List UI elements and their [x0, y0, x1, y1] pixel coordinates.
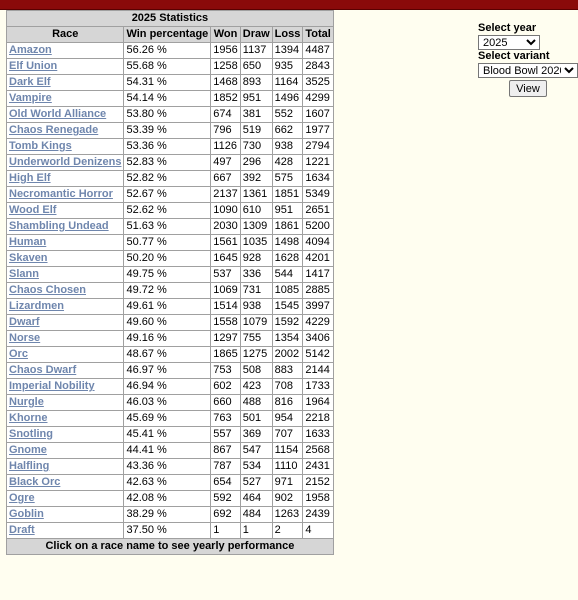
draw-cell: 464	[240, 491, 272, 507]
table-footer-hint: Click on a race name to see yearly performance	[7, 539, 334, 555]
won-cell: 1297	[211, 331, 240, 347]
draw-cell: 610	[240, 203, 272, 219]
total-cell: 2885	[303, 283, 333, 299]
total-cell: 4	[303, 523, 333, 539]
win-percentage-cell: 52.83 %	[124, 155, 211, 171]
won-cell: 592	[211, 491, 240, 507]
draw-cell: 296	[240, 155, 272, 171]
loss-cell: 428	[272, 155, 303, 171]
table-row	[7, 411, 334, 427]
race-cell	[7, 363, 124, 379]
race-link[interactable]: Chaos Dwarf	[9, 364, 77, 376]
table-row	[7, 443, 334, 459]
win-percentage-cell: 53.39 %	[124, 123, 211, 139]
won-cell: 654	[211, 475, 240, 491]
table-row	[7, 59, 334, 75]
won-cell: 1	[211, 523, 240, 539]
loss-cell: 1263	[272, 507, 303, 523]
total-cell: 1977	[303, 123, 333, 139]
filter-controls	[478, 22, 578, 97]
draw-cell: 534	[240, 459, 272, 475]
total-cell: 2794	[303, 139, 333, 155]
race-link[interactable]: Slann	[9, 268, 39, 280]
draw-cell: 893	[240, 75, 272, 91]
win-percentage-cell: 52.67 %	[124, 187, 211, 203]
table-row	[7, 459, 334, 475]
race-link[interactable]: Underworld Denizens	[9, 156, 122, 168]
race-link[interactable]: Khorne	[9, 412, 48, 424]
loss-cell: 1861	[272, 219, 303, 235]
draw-cell: 755	[240, 331, 272, 347]
table-row	[7, 315, 334, 331]
race-cell	[7, 187, 124, 203]
race-cell	[7, 315, 124, 331]
header-race: Race	[7, 27, 124, 43]
total-cell: 2144	[303, 363, 333, 379]
win-percentage-cell: 49.75 %	[124, 267, 211, 283]
draw-cell: 928	[240, 251, 272, 267]
table-row	[7, 523, 334, 539]
race-link[interactable]: Amazon	[9, 44, 52, 56]
loss-cell: 544	[272, 267, 303, 283]
loss-cell: 1628	[272, 251, 303, 267]
win-percentage-cell: 49.60 %	[124, 315, 211, 331]
won-cell: 1561	[211, 235, 240, 251]
statistics-table	[6, 10, 334, 555]
table-row	[7, 91, 334, 107]
won-cell: 1126	[211, 139, 240, 155]
table-row	[7, 251, 334, 267]
win-percentage-cell: 52.82 %	[124, 171, 211, 187]
race-link[interactable]: Wood Elf	[9, 204, 57, 216]
race-cell	[7, 347, 124, 363]
won-cell: 557	[211, 427, 240, 443]
race-link[interactable]: Gnome	[9, 444, 47, 456]
loss-cell: 707	[272, 427, 303, 443]
won-cell: 867	[211, 443, 240, 459]
win-percentage-cell: 53.80 %	[124, 107, 211, 123]
loss-cell: 1592	[272, 315, 303, 331]
loss-cell: 935	[272, 59, 303, 75]
loss-cell: 1085	[272, 283, 303, 299]
race-link[interactable]: Human	[9, 236, 47, 248]
loss-cell: 575	[272, 171, 303, 187]
draw-cell: 336	[240, 267, 272, 283]
table-row	[7, 347, 334, 363]
draw-cell: 488	[240, 395, 272, 411]
won-cell: 1514	[211, 299, 240, 315]
loss-cell: 1164	[272, 75, 303, 91]
race-cell	[7, 251, 124, 267]
total-cell: 5200	[303, 219, 333, 235]
race-link[interactable]: Vampire	[9, 92, 52, 104]
won-cell: 796	[211, 123, 240, 139]
total-cell: 1607	[303, 107, 333, 123]
table-row	[7, 507, 334, 523]
race-link[interactable]: Skaven	[9, 252, 48, 264]
loss-cell: 938	[272, 139, 303, 155]
won-cell: 1865	[211, 347, 240, 363]
header-won: Won	[211, 27, 240, 43]
race-link[interactable]: Lizardmen	[9, 300, 65, 312]
year-label: Select year	[478, 22, 537, 34]
total-cell: 1733	[303, 379, 333, 395]
won-cell: 1069	[211, 283, 240, 299]
race-link[interactable]: Chaos Renegade	[9, 124, 99, 136]
table-row	[7, 107, 334, 123]
won-cell: 1558	[211, 315, 240, 331]
win-percentage-cell: 56.26 %	[124, 43, 211, 59]
race-cell	[7, 123, 124, 139]
race-link[interactable]: Nurgle	[9, 396, 44, 408]
race-link[interactable]: Tomb Kings	[9, 140, 72, 152]
win-percentage-cell: 50.77 %	[124, 235, 211, 251]
loss-cell: 1498	[272, 235, 303, 251]
race-cell	[7, 523, 124, 539]
race-link[interactable]: Imperial Nobility	[9, 380, 95, 392]
total-cell: 1633	[303, 427, 333, 443]
table-body	[7, 43, 334, 539]
variant-label: Select variant	[478, 50, 550, 62]
race-cell	[7, 203, 124, 219]
won-cell: 667	[211, 171, 240, 187]
race-link[interactable]: Halfling	[9, 460, 50, 472]
total-cell: 2218	[303, 411, 333, 427]
race-cell	[7, 155, 124, 171]
view-button[interactable]: View	[509, 80, 547, 97]
total-cell: 1221	[303, 155, 333, 171]
race-cell	[7, 283, 124, 299]
table-row	[7, 363, 334, 379]
table-row	[7, 75, 334, 91]
loss-cell: 708	[272, 379, 303, 395]
won-cell: 1090	[211, 203, 240, 219]
race-cell	[7, 507, 124, 523]
draw-cell: 1035	[240, 235, 272, 251]
total-cell: 1958	[303, 491, 333, 507]
loss-cell: 552	[272, 107, 303, 123]
won-cell: 763	[211, 411, 240, 427]
race-cell	[7, 91, 124, 107]
win-percentage-cell: 54.14 %	[124, 91, 211, 107]
header-draw: Draw	[240, 27, 272, 43]
draw-cell: 547	[240, 443, 272, 459]
race-cell	[7, 379, 124, 395]
won-cell: 1645	[211, 251, 240, 267]
total-cell: 4201	[303, 251, 333, 267]
header-loss: Loss	[272, 27, 303, 43]
table-header-row	[7, 27, 334, 43]
loss-cell: 1545	[272, 299, 303, 315]
loss-cell: 902	[272, 491, 303, 507]
race-link[interactable]: Snotling	[9, 428, 53, 440]
win-percentage-cell: 38.29 %	[124, 507, 211, 523]
table-row	[7, 139, 334, 155]
race-link[interactable]: Goblin	[9, 508, 44, 520]
table-row	[7, 155, 334, 171]
table-row	[7, 267, 334, 283]
won-cell: 1258	[211, 59, 240, 75]
total-cell: 2843	[303, 59, 333, 75]
loss-cell: 1851	[272, 187, 303, 203]
race-cell	[7, 139, 124, 155]
win-percentage-cell: 53.36 %	[124, 139, 211, 155]
race-link[interactable]: High Elf	[9, 172, 51, 184]
race-cell	[7, 443, 124, 459]
draw-cell: 1	[240, 523, 272, 539]
win-percentage-cell: 42.08 %	[124, 491, 211, 507]
race-cell	[7, 299, 124, 315]
won-cell: 497	[211, 155, 240, 171]
header-total: Total	[303, 27, 333, 43]
table-row	[7, 187, 334, 203]
race-link[interactable]: Elf Union	[9, 60, 58, 72]
race-cell	[7, 171, 124, 187]
race-cell	[7, 235, 124, 251]
total-cell: 2568	[303, 443, 333, 459]
loss-cell: 1354	[272, 331, 303, 347]
race-cell	[7, 491, 124, 507]
draw-cell: 650	[240, 59, 272, 75]
loss-cell: 662	[272, 123, 303, 139]
win-percentage-cell: 46.03 %	[124, 395, 211, 411]
draw-cell: 423	[240, 379, 272, 395]
variant-select[interactable]	[478, 63, 578, 78]
draw-cell: 731	[240, 283, 272, 299]
total-cell: 3525	[303, 75, 333, 91]
race-cell	[7, 475, 124, 491]
won-cell: 2030	[211, 219, 240, 235]
loss-cell: 1110	[272, 459, 303, 475]
win-percentage-cell: 46.97 %	[124, 363, 211, 379]
draw-cell: 508	[240, 363, 272, 379]
table-row	[7, 43, 334, 59]
draw-cell: 1137	[240, 43, 272, 59]
won-cell: 674	[211, 107, 240, 123]
race-link[interactable]: Dwarf	[9, 316, 40, 328]
year-select[interactable]	[478, 35, 540, 50]
draw-cell: 1361	[240, 187, 272, 203]
win-percentage-cell: 52.62 %	[124, 203, 211, 219]
win-percentage-cell: 37.50 %	[124, 523, 211, 539]
total-cell: 1634	[303, 171, 333, 187]
table-row	[7, 123, 334, 139]
total-cell: 4094	[303, 235, 333, 251]
table-row	[7, 379, 334, 395]
race-cell	[7, 267, 124, 283]
won-cell: 1956	[211, 43, 240, 59]
total-cell: 3406	[303, 331, 333, 347]
table-row	[7, 235, 334, 251]
race-link[interactable]: Ogre	[9, 492, 35, 504]
won-cell: 602	[211, 379, 240, 395]
total-cell: 4229	[303, 315, 333, 331]
win-percentage-cell: 54.31 %	[124, 75, 211, 91]
race-link[interactable]: Dark Elf	[9, 76, 51, 88]
total-cell: 1417	[303, 267, 333, 283]
table-title: 2025 Statistics	[7, 11, 334, 27]
table-row	[7, 331, 334, 347]
draw-cell: 730	[240, 139, 272, 155]
loss-cell: 2002	[272, 347, 303, 363]
race-link[interactable]: Chaos Chosen	[9, 284, 87, 296]
table-row	[7, 427, 334, 443]
total-cell: 2152	[303, 475, 333, 491]
total-cell: 5142	[303, 347, 333, 363]
draw-cell: 527	[240, 475, 272, 491]
win-percentage-cell: 42.63 %	[124, 475, 211, 491]
win-percentage-cell: 43.36 %	[124, 459, 211, 475]
top-banner-bar	[0, 0, 578, 10]
table-row	[7, 395, 334, 411]
header-win-percentage: Win percentage	[124, 27, 211, 43]
race-link[interactable]: Old World Alliance	[9, 108, 107, 120]
race-link[interactable]: Norse	[9, 332, 41, 344]
race-cell	[7, 59, 124, 75]
win-percentage-cell: 49.72 %	[124, 283, 211, 299]
won-cell: 1852	[211, 91, 240, 107]
draw-cell: 392	[240, 171, 272, 187]
total-cell: 2439	[303, 507, 333, 523]
race-cell	[7, 459, 124, 475]
draw-cell: 1309	[240, 219, 272, 235]
total-cell: 3997	[303, 299, 333, 315]
draw-cell: 1079	[240, 315, 272, 331]
draw-cell: 381	[240, 107, 272, 123]
race-cell	[7, 219, 124, 235]
won-cell: 692	[211, 507, 240, 523]
win-percentage-cell: 49.16 %	[124, 331, 211, 347]
loss-cell: 1154	[272, 443, 303, 459]
loss-cell: 954	[272, 411, 303, 427]
race-cell	[7, 427, 124, 443]
win-percentage-cell: 46.94 %	[124, 379, 211, 395]
table-row	[7, 219, 334, 235]
draw-cell: 1275	[240, 347, 272, 363]
draw-cell: 501	[240, 411, 272, 427]
draw-cell: 519	[240, 123, 272, 139]
race-cell	[7, 43, 124, 59]
table-row	[7, 475, 334, 491]
race-cell	[7, 395, 124, 411]
race-link[interactable]: Orc	[9, 348, 28, 360]
loss-cell: 1496	[272, 91, 303, 107]
won-cell: 2137	[211, 187, 240, 203]
win-percentage-cell: 50.20 %	[124, 251, 211, 267]
total-cell: 2431	[303, 459, 333, 475]
win-percentage-cell: 51.63 %	[124, 219, 211, 235]
race-link[interactable]: Necromantic Horror	[9, 188, 113, 200]
table-row	[7, 203, 334, 219]
loss-cell: 1394	[272, 43, 303, 59]
loss-cell: 971	[272, 475, 303, 491]
draw-cell: 951	[240, 91, 272, 107]
won-cell: 537	[211, 267, 240, 283]
win-percentage-cell: 44.41 %	[124, 443, 211, 459]
total-cell: 2651	[303, 203, 333, 219]
race-link[interactable]: Black Orc	[9, 476, 61, 488]
win-percentage-cell: 45.41 %	[124, 427, 211, 443]
table-row	[7, 299, 334, 315]
win-percentage-cell: 48.67 %	[124, 347, 211, 363]
race-cell	[7, 331, 124, 347]
loss-cell: 2	[272, 523, 303, 539]
loss-cell: 883	[272, 363, 303, 379]
race-cell	[7, 75, 124, 91]
win-percentage-cell: 49.61 %	[124, 299, 211, 315]
loss-cell: 816	[272, 395, 303, 411]
loss-cell: 951	[272, 203, 303, 219]
race-link[interactable]: Draft	[9, 524, 35, 536]
won-cell: 787	[211, 459, 240, 475]
won-cell: 1468	[211, 75, 240, 91]
total-cell: 4299	[303, 91, 333, 107]
won-cell: 660	[211, 395, 240, 411]
table-row	[7, 283, 334, 299]
total-cell: 4487	[303, 43, 333, 59]
race-cell	[7, 411, 124, 427]
won-cell: 753	[211, 363, 240, 379]
win-percentage-cell: 45.69 %	[124, 411, 211, 427]
table-row	[7, 171, 334, 187]
total-cell: 5349	[303, 187, 333, 203]
race-link[interactable]: Shambling Undead	[9, 220, 109, 232]
win-percentage-cell: 55.68 %	[124, 59, 211, 75]
race-cell	[7, 107, 124, 123]
table-row	[7, 491, 334, 507]
total-cell: 1964	[303, 395, 333, 411]
draw-cell: 938	[240, 299, 272, 315]
draw-cell: 484	[240, 507, 272, 523]
draw-cell: 369	[240, 427, 272, 443]
